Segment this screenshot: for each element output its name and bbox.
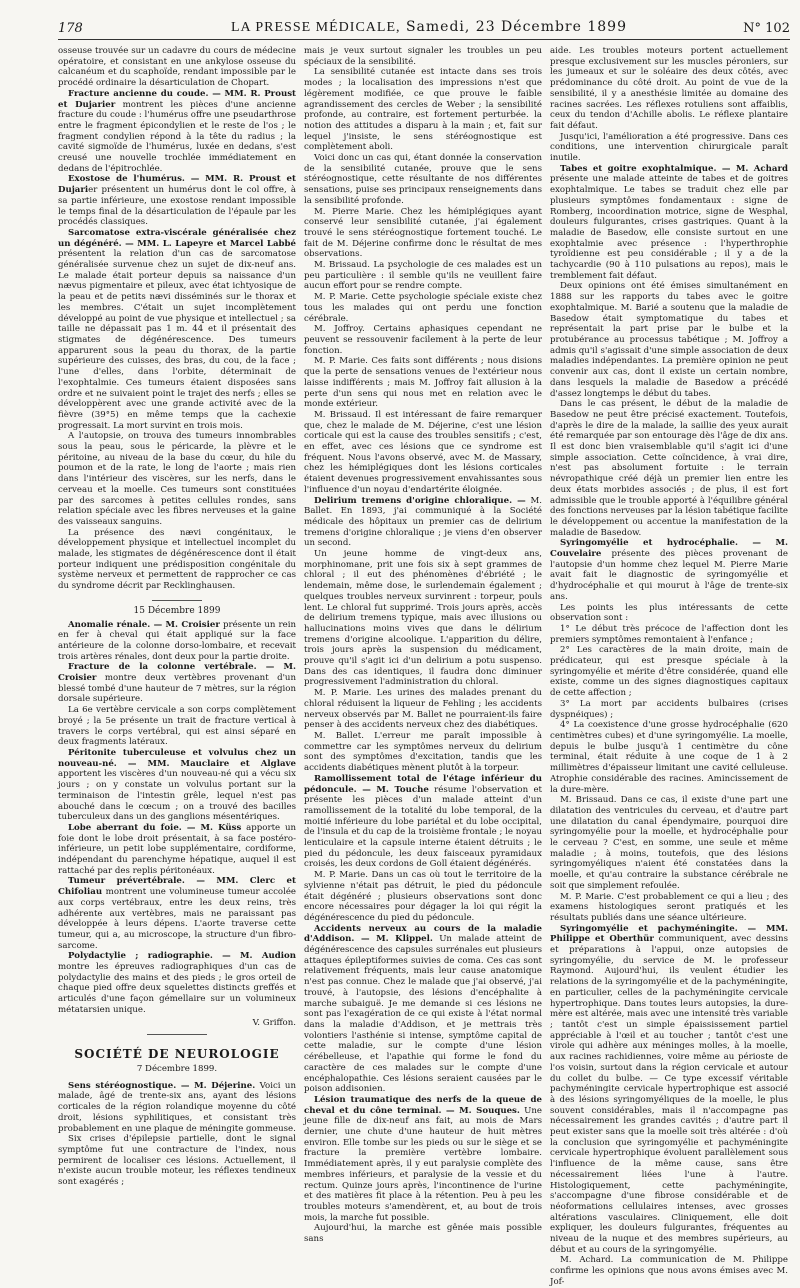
article-text: montre deux vertèbres provenant d'un blessé tombé d'une hauteur de 7 mètres, sur la région dorsale supérieure. — [58, 673, 296, 705]
list-item: 3° La mort par accidents bulbaires (crises dyspnéiques) ; — [550, 698, 788, 720]
article-text: montre les épreuves radiographiques d'un cas de polydactylie des mains et des pieds ; le gros orteil de chaque pied offre deux squelettes distincts greffés et articulés d'une façon gémellaire sur un volumineux métatarsien unique. — [58, 962, 296, 1015]
paragraph: M. Joffroy. Certains aphasiques cependant ne peuvent se ressouvenir facilement à la perte de leur fonction. — [304, 324, 542, 356]
paragraph: M. Pierre Marie. Chez les hémiplégiques ayant conservé leur sensibilité cutanée, j'ai également trouvé le sens stéréognostique fortement touché. Le fait de M. Déjerine confirme donc le résultat de mes observations. — [304, 206, 542, 260]
article-heading: Tumeur prévertébrale. — MM. Clerc et Chifoliau — [58, 876, 296, 898]
article-heading: Fracture ancienne du coude. — MM. R. Proust et Dujarier — [58, 88, 296, 110]
article-heading: Lobe aberrant du foie. — M. Küss — [68, 822, 242, 833]
article-heading: Syringomyélie et pachyméningite. — MM. Philippe et Oberthür — [550, 923, 788, 945]
article-heading: Fracture de la colonne vertébrale. — M. Croisier — [58, 662, 296, 684]
divider — [152, 600, 202, 601]
paragraph: Aujourd'hui, la marche est gênée mais possible sans — [304, 1223, 542, 1245]
article-heading: Accidents nerveux au cours de la maladie d'Addison. — M. Klippel. — [304, 923, 542, 945]
article — [550, 538, 788, 602]
issue-number: N° 102 — [743, 21, 790, 36]
paragraph: La sensibilité cutanée est intacte dans ses trois modes ; la localisation des impressions n'est que légèrement modifiée, ce que prouve le faible agrandissement des cercles de Weber ; la sensibilité profonde, au contraire, est fortement perturbée. la notion des attitudes a disparu à la main ; et, fait sur lequel j'insiste, le sens stéréognostique est complètement aboli. — [304, 67, 542, 153]
section-date: 7 Décembre 1899. — [136, 1063, 218, 1074]
column-3 — [550, 46, 788, 1287]
article — [58, 89, 296, 175]
article-heading: Anomalie rénale. — M. Croisier — [68, 619, 220, 630]
column-1 — [58, 46, 297, 1188]
article-text: er présentent un humérus dont le col offre, à sa partie inférieure, une exostose rendant impossible le temps final de la désarticulation de l'épaule par les procédés classiques. — [58, 185, 296, 228]
masthead — [231, 19, 627, 36]
paragraph: M. Brissaud. La psychologie de ces malades est un peu particulière : il semble qu'ils ne veuillent faire aucun effort pour se rendre compte. — [304, 260, 542, 292]
article — [58, 620, 296, 663]
article — [58, 748, 296, 823]
paragraph: M. P. Marie. Ces faits sont différents ; nous disions que la perte de sensations venues de l'extérieur nous laisse indifférents ; mais M. Joffroy fait allusion à la perte d'un sens qui nous met en relation avec le monde extérieur. — [304, 356, 542, 410]
article — [304, 774, 542, 870]
paragraph: La présence des nævi congénitaux, le développement physique et intellectuel incomplet du malade, les stigmates de dégénérescence dont il était porteur indiquent une prédisposition congénitale du système nerveux et permettent de rapprocher ce cas du syndrome décrit par Recklinghausen. — [58, 527, 296, 592]
paragraph: M. P. Marie. Dans un cas où tout le territoire de la sylvienne n'était pas détruit, le pied du pédoncule était dégénéré ; plusieurs observations sont donc encore nécessaires pour dégager la loi qui régit la dégénérescence du pied du pédoncule. — [304, 870, 542, 923]
article — [58, 823, 296, 877]
article — [58, 876, 296, 951]
page-number: 178 — [58, 21, 83, 36]
article-text: présente un rein en fer à cheval qui était appliqué sur la face antérieure de la colonne dorso-lombaire, et recevait trois artères rénales, dont deux pour la partie droite. — [58, 619, 297, 662]
article-heading: Sens stéréognostique. — M. Déjerine. — [68, 1080, 256, 1091]
paragraph: Voici donc un cas qui, étant donnée la conservation de la sensibilité cutanée, prouve que le sens stéréognostique, cette résultante de nos différentes sensations, puise ses principaux renseignements dans la sensibilité profonde. — [304, 153, 542, 206]
paragraph: Dans le cas présent, le début de la maladie de Basedow ne peut être précisé exactement. Toutefois, d'après le dire de la malade, la saillie des yeux aurait été remarquée par son entourage dès l'âge de dix ans. Il est donc bien vraisemblable qu'il s'agit ici d'une simple association. Cette coïncidence, à vrai dire, n'est pas absolument fortuite : le terrain névropathique créé déjà un premier lien entre les deux états morbides associés ; de plus, il est fort admissible que le trouble apporté à l'équilibre général des fonctions nerveuses par la lésion tabétique facilite le développement ou accentue la manifestation de la maladie de Basedow. — [550, 399, 788, 538]
article-text: montrent une volumineuse tumeur accolée aux corps vertébraux, entre les deux reins, très adhérente aux vertèbres, mais ne paraissant pas développée à leurs dépens. L'aorte traverse cette tumeur, qui a, au microscope, la structure d'un fibro-sarcome. — [58, 887, 296, 951]
paragraph: M. P. Marie. C'est probablement ce qui a lieu ; des examens histologiques seront pratiqués et les résultats publiés dans une séance ultérieure. — [550, 891, 788, 923]
article-heading: Tabes et goitre exophtalmique. — M. Achard — [560, 163, 788, 174]
paragraph: A l'autopsie, on trouva des tumeurs innombrables sous la peau, sous le péricarde, la plèvre et le péritoine, au niveau de la base du cœur, du hile du poumon et de la rate, le long de l'aorte ; mais rien dans l'intérieur des viscères, sur les nerfs, dans le cerveau et la moelle. Ces tumeurs sont constituées par des sarcomes à petites cellules rondes, sans relation spéciale avec les fibres nerveuses et la gaine des vaisseaux sanguins. — [58, 431, 296, 527]
paragraph: M. P. Marie. Cette psychologie spéciale existe chez tous les malades qui ont perdu une fonction cérébrale. — [304, 292, 542, 324]
article-text: apportent les viscères d'un nouveau-né qui a vécu six jours ; on y constate un volvulus portant sur la terminaison de l'intestin grêle, lequel n'est pas abouché dans le cœcum ; on a trouvé des bacilles tuberculeux dans un des ganglions mésentériques. — [58, 769, 296, 823]
article-heading: Ramollissement total de l'étage inférieur du pédoncule. — M. Touche — [304, 773, 542, 795]
article — [58, 951, 296, 1015]
article-heading: Polydactylie ; radiographie. — M. Audion — [68, 951, 296, 962]
article-text: présentent la relation d'un cas de sarcomatose généralisée survenue chez un sujet de dix-neuf ans. Le malade était porteur depuis sa naissance d'un nævus pigmentaire et pileux, avec état ichtyosique de la peau et de petits nævi disséminés sur le thorax et les membres. C'était un sujet incomplètement développé au point de vue physique et intellectuel ; sa taille ne dépassait pas 1 m. 44 et il présentait des stigmates de dégénérescence. Des tumeurs apparurent sous la peau du thorax, de la partie supérieure des cuisses, des bras, du cou, de la face ; l'une d'elles, dans l'orbite, déterminait de l'exophtalmie. Ces tumeurs étaient disposées sans ordre et ne suivaient point le trajet des nerfs ; elles se développèrent avec une grande activité avec de la fièvre (39°5) en même temps que la cachexie progressait. La mort survint en trois mois. — [58, 249, 296, 431]
paragraph: La 6e vertèbre cervicale a son corps complètement broyé ; la 5e présente un trait de fracture vertical à travers le corps vertébral, qui est ainsi séparé en deux fragments latéraux. — [58, 705, 296, 748]
section-title: SOCIÉTÉ DE NEUROLOGIE — [74, 1047, 280, 1062]
article-heading: Exostose de l'humérus. — MM. R. Proust et Dujari — [58, 174, 296, 196]
paragraph: M. Brissaud. Il est intéressant de faire remarquer que, chez le malade de M. Déjerine, c'est une lésion corticale qui est la cause des troubles sensitifs ; c'est, en effet, avec ces lésions que ce syndrome est fréquent. Nous l'avons observé, avec M. de Massary, chez les hémiplégiques dont les lésions corticales étaient devenues progressivement envahissantes sous l'influence d'un noyau d'endartérite éloignée. — [304, 409, 542, 495]
article-heading: Sarcomatose extra-viscérale généralisée chez un dégénéré. — MM. L. Lapeyre et Marcel Labbé — [58, 227, 296, 249]
article-text: présente une malade atteinte de tabes et de goitres exophtalmique. Le tabes se traduit chez elle par plusieurs symptômes fondamentaux : signe de Romberg, incoordination motrice, signe de Wesphal, douleurs fulgurantes, crises gastriques. Quant à la maladie de Basedow, elle consiste surtout en une exophtalmie avec présence : l'hyperthrophie tyroïdienne est peu considérable ; il y a de la tachycardie (90 à 110 pulsations au repos), mais le tremblement fait défaut. — [550, 174, 788, 281]
article-text: Voici un malade, âgé de trente-six ans, ayant des lésions corticales de la région rolandique moyenne du côté droit, lésions syphilitiques, et consistant très probablement en une plaque de méningite gommeuse. — [58, 1080, 297, 1134]
session-date: 15 Décembre 1899 — [133, 605, 221, 616]
article-heading: Lésion traumatique des nerfs de la queue de cheval et du cône terminal. — M. Souques. — [304, 1094, 542, 1116]
paragraph: aide. Les troubles moteurs portent actuellement presque exclusivement sur les muscles péroniers, sur les jumeaux et sur le soléaire des deux côtés, avec prédominance du côté droit. Au point de vue de la sensibilité, il y a anesthésie limitée au domaine des racines sacrées. Les réflexes rotuliens sont affaiblis, ceux du tendon d'Achille abolis. Le réflexe plantaire fait défaut. — [550, 46, 788, 131]
article — [550, 164, 788, 282]
article — [58, 228, 296, 431]
list-item: 2° Les caractères de la main droite, main de prédicateur, qui est presque spéciale à la syringomyélie et mérite d'être considérée, quand elle existe, comme un des signes diagnostiques capitaux de cette affection ; — [550, 645, 788, 699]
article-text: Un malade atteint de dégénérescence des capsules surrénales eut plusieurs attaques épileptiformes suivies de coma. Ces cas sont relativement fréquents, mais leur cause anatomique n'est pas connue. Chez le malade que j'ai observé, j'ai trouvé, à l'autopsie, des lésions d'encéphalite à marche subaiguë. Je me demande si ces lésions ne sont pas l'exagération de ce qui existe à l'état normal dans la maladie d'Addison, et je mettrais très volontiers l'asthénie si intense, symptôme capital de cette maladie, sur le compte d'une lésion cérébelleuse, et l'apathie qui forme le fond du caractère de ces malades sur le compte d'une encéphalopathie. Ces lésions seraient causées par le poison addisonien. — [304, 934, 542, 1095]
article — [58, 174, 296, 228]
journal-title: LA PRESSE MÉDICALE, — [230, 20, 401, 35]
issue-date: Samedi, 23 Décembre 1899 — [405, 19, 627, 35]
article — [550, 924, 788, 1256]
article-text: M. Ballet. En 1893, j'ai communiqué à la Société médicale des hôpitaux un premier cas de delirium tremens d'origine chloralique ; je viens d'en observer un second. — [304, 495, 542, 549]
paragraph: M. P. Marie. Les urines des malades prenant du chloral réduisent la liqueur de Fehling ; les accidents nerveux observés par M. Ballet ne pourraient-ils faire penser à des accidents nerveux chez des diabétiques. — [304, 688, 542, 731]
paragraph: Un jeune homme de vingt-deux ans, morphinomane, prit une fois six à sept grammes de chloral ; il eut des phénomènes d'ébriété ; le lendemain, même dose, le surlendemain également ; quelques troubles nerveux survinrent : torpeur, pouls lent. Le chloral fut supprimé. Trois jours après, accès de delirium tremens typique, mais avec illusions ou hallucinations moins vives que dans le délirium tremens d'origine alcoolique. L'apparition du délire, trois jours après la suspension du médicament, prouve qu'il s'agit ici d'un delirium a potu suspenso. Dans des cas identiques, il faudra donc diminuer progressivement l'administration du chloral. — [304, 549, 542, 688]
list-item: 4° La coexistence d'une grosse hydrocéphalie (620 centimètres cubes) et d'une syringomyélie. La moelle, depuis le bulbe jusqu'à 1 centimètre du cône terminal, était réduite à une coque de 1 à 2 millimètres d'épaisseur limitant une cavité celluleuse. Atrophie considérable des racines. Amincissement de la dure-mère. — [550, 720, 788, 795]
article — [304, 1095, 542, 1223]
article-text: apporte un foie dont le lobe droit présentait, à sa face postéro-inférieure, un petit lobe supplémentaire, cordiforme, indépendant du parenchyme hépatique, auquel il est rattaché par des replis péritonéaux. — [58, 822, 297, 876]
article-text: présente des pièces provenant de l'autopsie d'un homme chez lequel M. Pierre Marie avait fait le diagnostic de syringomyélie et d'hydrocéphalie et qui mourut à l'âge de trente-six ans. — [550, 549, 788, 602]
article — [58, 662, 296, 705]
list-item: 1° Le début très précoce de l'affection dont les premiers symptômes remontaient à l'enfance ; — [550, 623, 788, 645]
page-header — [58, 0, 790, 40]
article-heading: Delirium tremens d'origine chloralique. — — [314, 495, 526, 506]
article-text: Une jeune fille de dix-neuf ans fait, au mois de Mars dernier, une chute d'une hauteur de huit mètres environ. Elle tombe sur les pieds ou sur le siège et se fracture la première vertèbre lombaire. Immédiatement après, il y eut paralysie complète des membres inférieurs, et paralysie de la vessie et du rectum. Quinze jours après, l'incontinence de l'urine et des matières fit place à la rétention. Peu à peu les troubles moteurs s'amendèrent, et, au bout de trois mois, la marche fut possible. — [304, 1105, 543, 1223]
article-text: résume l'observation et présente les pièces d'un malade atteint d'un ramollissement de la totalité du lobe temporal, de la moitié inférieure du lobe pariétal et du lobe occipital, de l'insula et du cap de la troisième frontale ; le noyau lenticulaire et la capsule interne étaient détruits ; le pied du pédoncule, les deux faisceaux pyramidaux croisés, les deux cordons de Goll étaient dégénérés. — [304, 784, 542, 870]
paragraph: Les points les plus intéressants de cette observation sont : — [550, 602, 788, 624]
paragraph: Six crises d'épilepsie partielle, dont le signal symptôme fut une contracture de l'index, nous permirent de localiser ces lésions. Actuellement, il n'existe aucun trouble moteur, les réflexes tendineux sont exagérés ; — [58, 1134, 296, 1188]
paragraph: osseuse trouvée sur un cadavre du cours de médecine opératoire, et consistant en une ankylose osseuse du calcanéum et du scaphoïde, rendant impossible par le procédé ordinaire la désarticulation de Chopart. — [58, 46, 296, 89]
paragraph: M. Brissaud. Dans ce cas, il existe d'une part une dilatation des ventricules du cerveau, et d'autre part une dilatation du canal épendymaire, pourquoi dire syringomyélie pour la moelle, et hydrocéphalie pour le cerveau ? C'est, en somme, une seule et même maladie ; à moins, toutefois, que des lésions syringomyéliques n'aient été constatées dans la moelle, et qu'au contraire la substance cérébrale ne soit que simplement refoulée. — [550, 795, 788, 891]
columns — [58, 40, 790, 1287]
article — [58, 1081, 296, 1135]
paragraph: Jusqu'ici, l'amélioration a été progressive. Dans ces conditions, une intervention chirurgicale paraît inutile. — [550, 131, 788, 164]
article-heading: Péritonite tuberculeuse et volvulus chez un nouveau-né. — MM. Mauclaire et Alglave — [58, 748, 296, 769]
article-text: communiquent, avec dessins et préparations à l'appui, onze autopsies de syringomyélie, du service de M. le professeur Raymond. Aujourd'hui, ils veulent étudier les relations de la syringomyélie et de la pachyméningite, en particulier, celles de la pachyméningite cervicale hypertrophique. Dans toutes leurs autopsies, la dure-mère est altérée, mais avec une intensité très variable ; tantôt c'est un simple épaississement partiel appréciable à l'œil et au toucher ; tantôt c'est une virole qui adhère aux méninges molles, à la moelle, aux racines rachidiennes, voire même au périoste de l'os voisin, surtout dans la région cervicale et autour du collet du bulbe. — Ce type excessif véritable pachyméningite cervicale hypertrophique est associé à des lésions syringomyéliques de la moelle, le plus souvent considérables, mais il n'accompagne pas nécessairement les grandes cavités ; d'autre part il peut exister sans que la moelle soit très altérée : d'où la conclusion que syringomyélie et pachyméningite cervicale hypertrophique évoluent parallèlement sous l'influence de la même cause, sans être nécessairement liées l'une à l'autre. Histologiquement, cette pachyméningite, s'accompagne d'une fibrose considérable et de néoformations cellulaires intenses, avec grosses altérations vasculaires. Cliniquement, elle doit expliquer, les douleurs fulgurantes, fréquentes au niveau de la nuque et des membres supérieurs, au début et au cours de la syringomyélie. — [550, 934, 788, 1255]
paragraph: M. Ballet. L'erreur me paraît impossible à commettre car les symptômes nerveux du delirium sont des symptômes d'excitation, tandis que les accidents diabétiques mènent plutôt à la torpeur. — [304, 731, 542, 774]
divider — [147, 1034, 207, 1035]
article-text: montrent les pièces d'une ancienne fracture du coude : l'humérus offre une pseudarthrose entre le fragment épicondylien et le reste de l'os ; le fragment condylien répond à la tête du radius ; la cavité sigmoïde de l'humérus, luxée en dedans, s'est creusé une nouvelle trochlée immédiatement en dedans de l'épitrochlée. — [58, 99, 296, 174]
article — [304, 496, 542, 550]
article — [304, 924, 542, 1095]
column-2 — [304, 46, 543, 1245]
paragraph: Deux opinions ont été émises simultanément en 1888 sur les rapports du tabes avec le goitre exophtalmique. M. Barié a soutenu que la maladie de Basedow était symptomatique du tabes et représentait la part prise par le bulbe et la protubérance au processus tabétique ; M. Joffroy a admis qu'il s'agissait d'une simple association de deux maladies indépendantes. La première opinion ne peut convenir aux cas, dont il existe un certain nombre, dans lesquels la maladie de Basedow a précédé d'assez longtemps le début du tabes. — [550, 281, 788, 399]
paragraph: M. Achard. La communication de M. Philippe confirme les opinions que nous avons émises avec M. Jof- — [550, 1255, 788, 1287]
paragraph: mais je veux surtout signaler les troubles un peu spéciaux de la sensibilité. — [304, 46, 542, 67]
author-signature: V. Griffon. — [252, 1017, 296, 1028]
article-heading: Syringomyélie et hydrocéphalie. — M. Couvelaire — [550, 538, 788, 560]
